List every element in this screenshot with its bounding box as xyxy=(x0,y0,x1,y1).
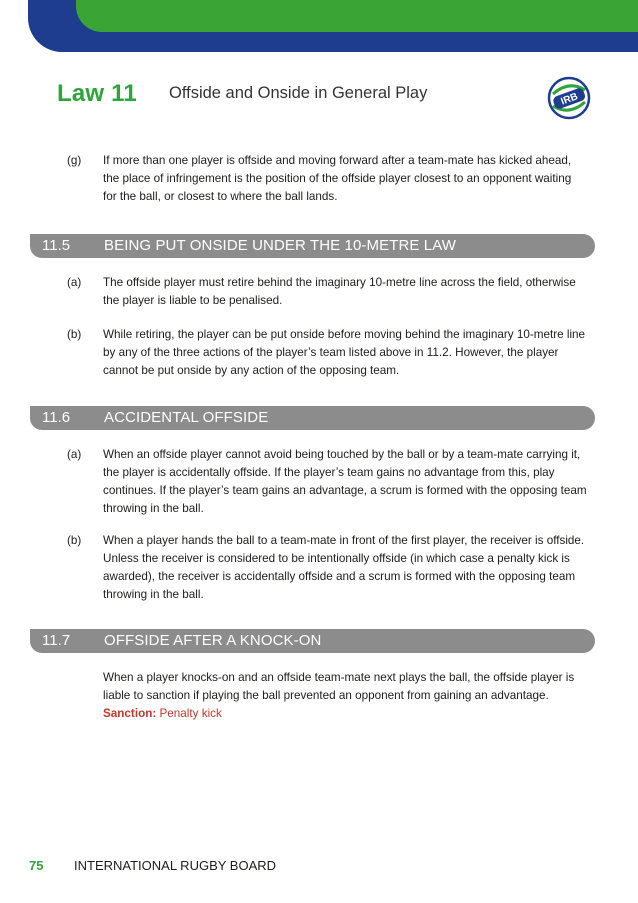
law-title: Offside and Onside in General Play xyxy=(169,84,428,102)
clause-letter: (a) xyxy=(67,448,82,461)
section-number: 11.7 xyxy=(42,632,71,649)
clause-11-6-b xyxy=(67,532,587,604)
clause-g xyxy=(67,152,587,206)
section-heading-11-5 xyxy=(30,234,595,258)
organisation-name: INTERNATIONAL RUGBY BOARD xyxy=(74,858,277,873)
clause-letter: (b) xyxy=(67,328,82,341)
section-title: BEING PUT ONSIDE UNDER THE 10-METRE LAW xyxy=(104,237,457,254)
clause-11-5-a xyxy=(67,274,587,310)
top-decorative-band xyxy=(28,0,638,52)
clause-11-5-b xyxy=(67,326,587,380)
sanction-label: Sanction: xyxy=(103,707,157,720)
page-number: 75 xyxy=(29,858,44,873)
section-title: OFFSIDE AFTER A KNOCK-ON xyxy=(104,632,322,649)
top-green-stripe xyxy=(76,0,638,32)
section-number: 11.6 xyxy=(42,409,71,426)
clause-text: If more than one player is offside and moving forward after a team-mate has kicked ahead, the place of infringement is the position of the offside player closest to an opponent waiting for the ball, or closest to where the ball lands. xyxy=(103,154,572,203)
section-heading-11-6 xyxy=(30,406,595,430)
section-heading-11-7 xyxy=(30,629,595,653)
clause-text: When a player hands the ball to a team-mate in front of the first player, the receiver is offside. Unless the receiver is considered to be intentionally offside (in which case a penalty kick is awarded), the receiver is accidentally offside and a scrum is formed with the opposing team throwing in the ball. xyxy=(103,534,585,601)
law-number: Law 11 xyxy=(57,80,137,107)
clause-text: The offside player must retire behind the imaginary 10-metre line across the field, otherwise the player is liable to be penalised. xyxy=(103,276,576,307)
clause-text: While retiring, the player can be put onside before moving behind the imaginary 10-metre line by any of the three actions of the player’s team listed above in 11.2. However, the player cannot be put onside by any action of the opposing team. xyxy=(103,328,586,377)
sanction-value: Penalty kick xyxy=(159,707,222,720)
section-body-text: When a player knocks-on and an offside team-mate next plays the ball, the offside player is liable to sanction if playing the ball prevented an opponent from gaining an advantage. xyxy=(103,671,575,702)
clause-11-6-a xyxy=(67,446,587,518)
clause-letter: (g) xyxy=(67,154,82,167)
clause-letter: (a) xyxy=(67,276,82,289)
irb-logo-icon xyxy=(547,76,591,120)
clause-text: When an offside player cannot avoid being touched by the ball or by a team-mate carrying it, the player is accidentally offside. If the player’s team gains no advantage from this, play continues. If the player’s team gains an advantage, a scrum is formed with the opposing team throwing in the ball. xyxy=(103,448,587,515)
clause-11-7 xyxy=(67,669,587,723)
clause-letter: (b) xyxy=(67,534,82,547)
irb-logo-text: IRB xyxy=(559,91,580,108)
page-header xyxy=(57,80,577,110)
section-title: ACCIDENTAL OFFSIDE xyxy=(104,409,269,426)
section-number: 11.5 xyxy=(42,237,71,254)
